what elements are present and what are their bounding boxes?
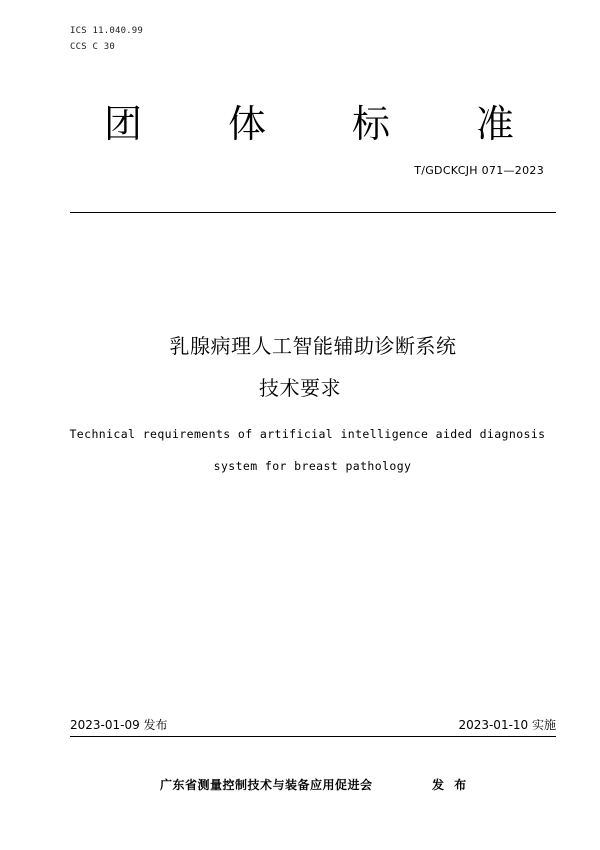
publish-label: 发 布: [432, 778, 467, 792]
publisher-name: 广东省测量控制技术与装备应用促进会: [160, 778, 373, 792]
implementation-date: 2023-01-10 实施: [458, 718, 556, 732]
chinese-title-line-1: 乳腺病理人工智能辅助诊断系统: [169, 334, 457, 358]
top-divider: [70, 212, 556, 213]
standard-type-char: 准: [476, 102, 515, 146]
issue-date: 2023-01-09 发布: [70, 718, 168, 732]
english-title-line-1: Technical requirements of artificial intelligence aided diagnosis: [69, 427, 546, 441]
standard-number: T/GDCKCJH 071—2023: [414, 164, 544, 177]
english-title-line-2: system for breast pathology: [213, 459, 412, 473]
ics-code: ICS 11.040.99: [70, 26, 144, 36]
bottom-divider: [70, 736, 556, 737]
standard-type-char: 团: [104, 102, 143, 146]
standard-type-char: 标: [352, 102, 391, 146]
ccs-code: CCS C 30: [70, 42, 115, 52]
standard-type-char: 体: [228, 102, 267, 146]
chinese-title-line-2: 技术要求: [259, 376, 341, 400]
